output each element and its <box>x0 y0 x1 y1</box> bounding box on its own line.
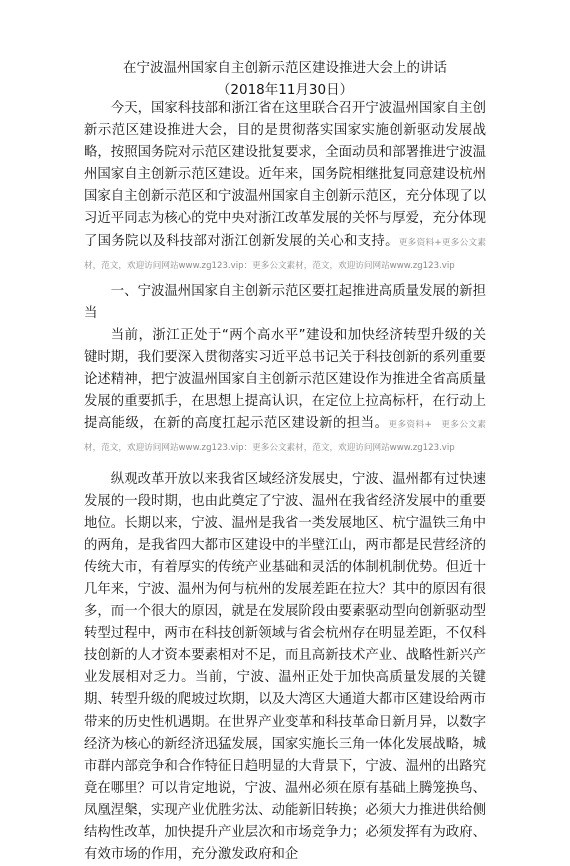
watermark-text: 更多资料+更多公文素材，范文，欢迎访问网站www.zg123.vip：更多公文素材，范文，欢迎访问网站www.zg123.vip <box>84 238 486 271</box>
paragraph-current-situation <box>84 325 486 460</box>
paragraph-history: 纵观改革开放以来我省区域经济发展史，宁波、温州都有过快速发展的一段时期，也由此奠定了宁波、温州在我省经济发展中的重要地位。长期以来，宁波、温州是我省一类发展地区、杭宁温铁三角中的两角，是我省四大都市区建设中的半壁江山，两市都是民营经济的传统大市，有着厚实的传统产业基础和灵活的体制机制优势。但近十几年来，宁波、温州为何与杭州的发展差距在拉大？其中的原因有很多，而一个很大的原因，就是在发展阶段由要素驱动型向创新驱动型转型过程中，两市在科技创新领域与省会杭州存在明显差距，不仅科技创新的人才资本要素相对不足，而且高新技术产业、战略性新兴产业发展相对乏力。当前，宁波、温州正处于加快高质量发展的关键期、转型升级的爬坡过坎期，以及大湾区大通道大都市区建设给两市带来的历史性机遇期。在世界产业变革和科技革命日新月异，以数字经济为核心的新经济迅猛发展，国家实施长三角一体化发展战略，城市群内部竞争和合作特征日趋明显的大背景下，宁波、温州的出路究竟在哪里？可以肯定地说，宁波、温州必须在原有基础上腾笼换鸟、凤凰涅槃，实现产业优胜劣汰、动能新旧转换；必须大力推进供给侧结构性改革，加快提升产业层次和市场竞争力；必须发挥有为政府、有效市场的作用，充分激发政府和企 <box>84 469 486 866</box>
speech-date: （2018年11月30日） <box>0 80 570 100</box>
paragraph-intro-text: 今天，国家科技部和浙江省在这里联合召开宁波温州国家自主创新示范区建设推进大会，目的是贯彻落实国家实施创新驱动发展战略，按照国务院对示范区建设批复要求，全面动员和部署推进宁波温州国家自主创新示范区建设。近年来，国务院相继批复同意建设杭州国家自主创新示范区和宁波温州国家自主创新示范区，充分体现了以习近平同志为核心的党中央对浙江改革发展的关怀与厚爱，充分体现了国务院以及科技部对浙江创新发展的关心和支持。 <box>84 101 486 249</box>
speech-title: 在宁波温州国家自主创新示范区建设推进大会上的讲话 <box>0 58 570 78</box>
watermark-text-2: 更多资料+ 更多公文素材，范文，欢迎访问网站www.zg123.vip：更多公文素材，范文，欢迎访问网站www.zg123.vip <box>84 420 486 453</box>
paragraph-intro <box>84 98 486 277</box>
paragraph-gap <box>84 460 486 469</box>
section-heading: 一、宁波温州国家自主创新示范区要扛起推进高质量发展的新担当 <box>84 281 486 325</box>
document-body <box>84 98 486 866</box>
paragraph-current-text: 当前，浙江正处于“两个高水平”建设和加快经济转型升级的关键时期，我们要深入贯彻落实习近平总书记关于科技创新的系列重要论述精神，把宁波温州国家自主创新示范区建设作为推进全省高质量发展的重要抓手，在思想上提高认识，在定位上拉高标杆，在行动上提高能级，在新的高度扛起示范区建设新的担当。 <box>84 328 486 431</box>
